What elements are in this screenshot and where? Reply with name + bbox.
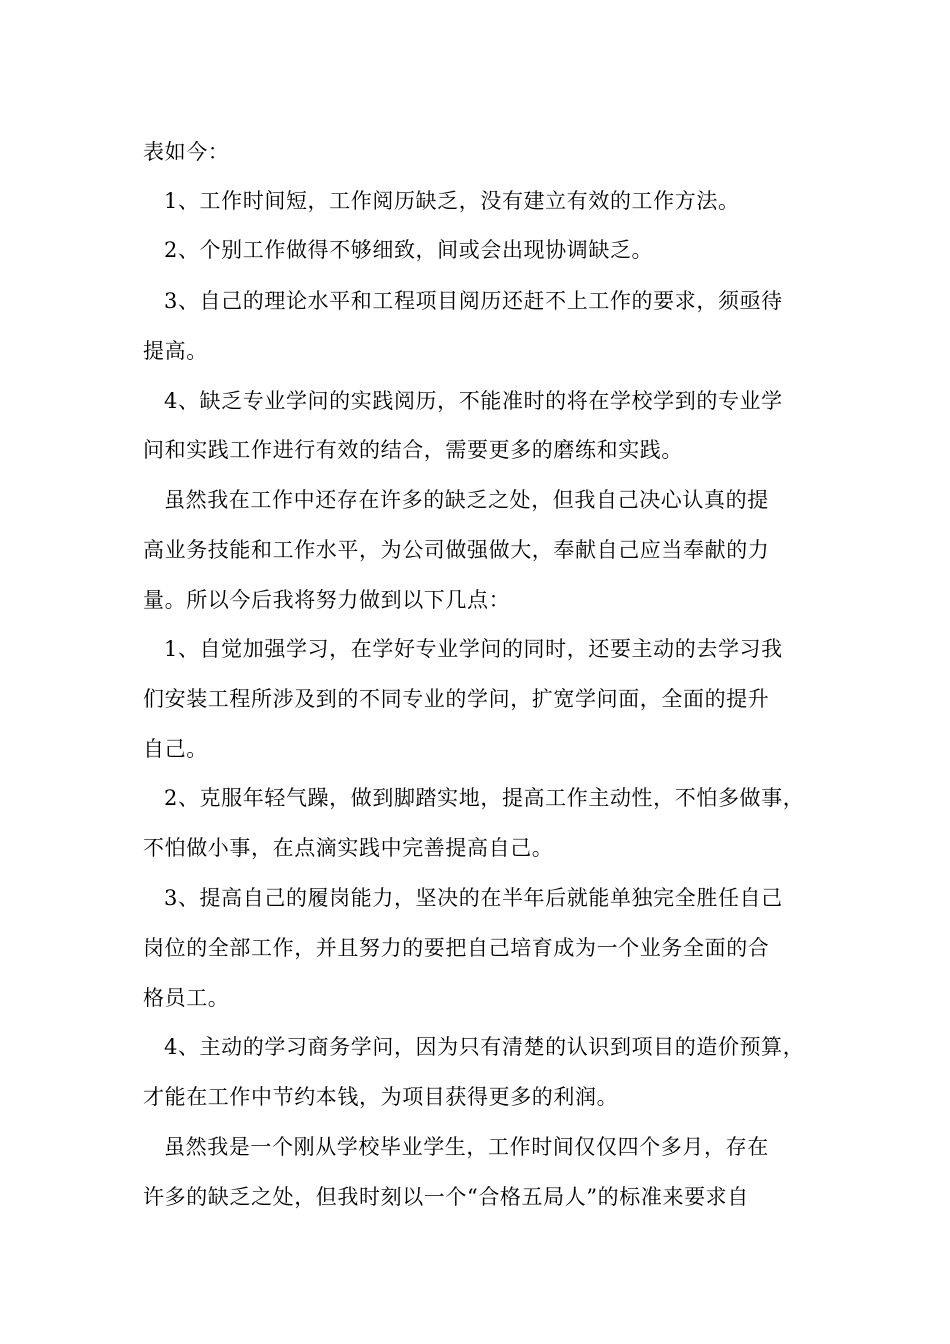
text-line: 3、自己的理论水平和工程项目阅历还赶不上工作的要求，须亟待 <box>164 289 783 313</box>
text-line: 格员工。 <box>143 986 230 1010</box>
text-line: 2、个别工作做得不够细致，间或会出现协调缺乏。 <box>164 238 654 262</box>
text-line: 3、提高自己的履岗能力，坚决的在半年后就能单独完全胜任自己 <box>164 886 783 910</box>
text-line: 1、自觉加强学习，在学好专业学问的同时，还要主动的去学习我 <box>164 637 783 661</box>
text-line: 才能在工作中节约本钱，为项目获得更多的利润。 <box>143 1085 619 1109</box>
text-line: 1、工作时间短，工作阅历缺乏，没有建立有效的工作方法。 <box>164 189 740 213</box>
text-line: 虽然我在工作中还存在许多的缺乏之处，但我自己决心认真的提 <box>164 488 769 512</box>
text-line: 量。所以今后我将努力做到以下几点： <box>143 588 511 612</box>
text-line: 们安装工程所涉及到的不同专业的学问，扩宽学问面，全面的提升 <box>143 687 770 711</box>
text-line: 许多的缺乏之处，但我时刻以一个“合格五局人”的标准来要求自 <box>143 1185 749 1209</box>
text-line: 提高。 <box>143 339 208 363</box>
text-line: 虽然我是一个刚从学校毕业学生，工作时间仅仅四个多月，存在 <box>164 1135 769 1159</box>
text-line: 2、克服年轻气躁，做到脚踏实地，提高工作主动性，不怕多做事， <box>164 786 805 810</box>
text-line: 4、缺乏专业学问的实践阅历，不能准时的将在学校学到的专业学 <box>164 389 783 413</box>
text-line: 高业务技能和工作水平，为公司做强做大，奉献自己应当奉献的力 <box>143 538 770 562</box>
text-line: 自己。 <box>143 737 208 761</box>
text-line: 岗位的全部工作，并且努力的要把自己培育成为一个业务全面的合 <box>143 936 770 960</box>
text-line: 问和实践工作进行有效的结合，需要更多的磨练和实践。 <box>143 438 683 462</box>
text-line: 不怕做小事，在点滴实践中完善提高自己。 <box>143 836 554 860</box>
text-line: 表如今： <box>143 140 230 164</box>
text-line: 4、主动的学习商务学问，因为只有清楚的认识到项目的造价预算， <box>164 1035 805 1059</box>
